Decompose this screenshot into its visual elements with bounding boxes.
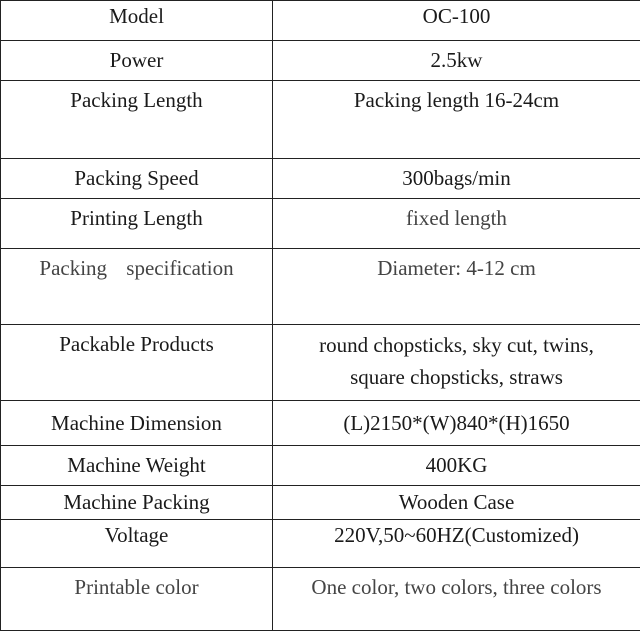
spec-label: Voltage	[1, 520, 273, 568]
table-row	[1, 41, 640, 81]
spec-value: Wooden Case	[273, 486, 640, 520]
spec-label: Machine Dimension	[1, 401, 273, 446]
spec-value: One color, two colors, three colors	[273, 568, 640, 631]
spec-label: Printing Length	[1, 199, 273, 249]
table-row	[1, 1, 640, 41]
spec-label: Packable Products	[1, 325, 273, 401]
spec-value: (L)2150*(W)840*(H)1650	[273, 401, 640, 446]
spec-label: Machine Packing	[1, 486, 273, 520]
spec-label: Packing specification	[1, 249, 273, 325]
spec-value: 400KG	[273, 446, 640, 486]
table-row	[1, 401, 640, 446]
spec-value: Diameter: 4-12 cm	[273, 249, 640, 325]
spec-label: Machine Weight	[1, 446, 273, 486]
spec-value: fixed length	[273, 199, 640, 249]
spec-value: Packing length 16-24cm	[273, 81, 640, 159]
spec-value: 220V,50~60HZ(Customized)	[273, 520, 640, 568]
table-row	[1, 199, 640, 249]
table-row	[1, 486, 640, 520]
table-row	[1, 159, 640, 199]
spec-label: Power	[1, 41, 273, 81]
spec-value: 300bags/min	[273, 159, 640, 199]
spec-value	[273, 325, 640, 401]
table-row	[1, 325, 640, 401]
spec-value: 2.5kw	[273, 41, 640, 81]
table-row	[1, 81, 640, 159]
table-row	[1, 249, 640, 325]
spec-value-line: round chopsticks, sky cut, twins,	[279, 329, 634, 361]
table-row	[1, 568, 640, 631]
spec-value: OC-100	[273, 1, 640, 41]
spec-label: Packing Length	[1, 81, 273, 159]
table-row	[1, 520, 640, 568]
spec-value-line: square chopsticks, straws	[279, 361, 634, 393]
spec-label: Printable color	[1, 568, 273, 631]
spec-label: Packing Speed	[1, 159, 273, 199]
table-row	[1, 446, 640, 486]
spec-label: Model	[1, 1, 273, 41]
